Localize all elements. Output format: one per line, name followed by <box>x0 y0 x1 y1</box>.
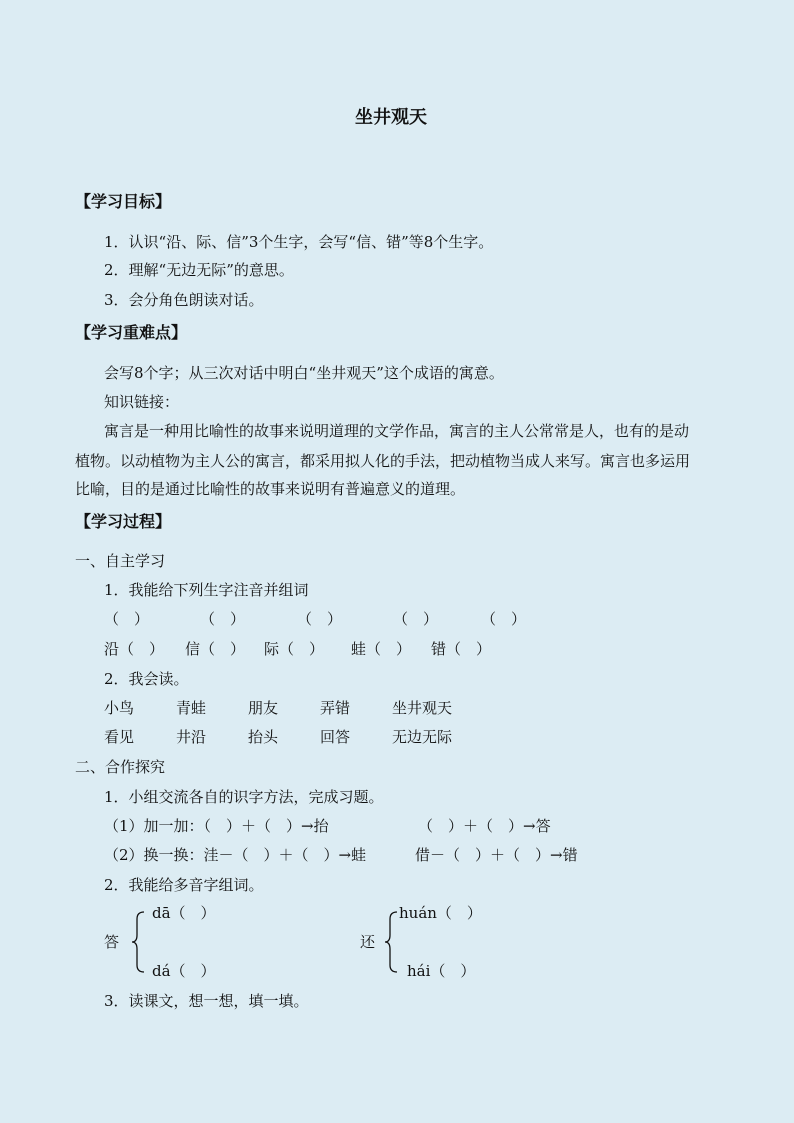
page-title: 坐井观天 <box>355 107 427 128</box>
polyphone-reading[interactable]: dā（ ） <box>152 904 216 922</box>
key-points-heading: 【学习重难点】 <box>75 323 188 342</box>
reading-word: 青蛙 <box>176 699 207 717</box>
goal-item: 3．会分角色朗读对话。 <box>104 291 264 309</box>
section2-q2: 2．我能给多音字组词。 <box>104 876 264 894</box>
fable-paragraph-line: 比喻，目的是通过比喻性的故事来说明有普遍意义的道理。 <box>75 480 466 498</box>
goals-heading: 【学习目标】 <box>75 192 172 211</box>
goal-item: 2．理解“无边无际”的意思。 <box>104 261 294 279</box>
brace-icon <box>131 911 145 973</box>
reading-word: 无边无际 <box>392 728 453 746</box>
reading-word: 小鸟 <box>104 699 135 717</box>
pinyin-blank[interactable]: （ ） <box>297 610 343 628</box>
reading-word: 朋友 <box>248 699 279 717</box>
reading-word: 回答 <box>320 728 351 746</box>
char-word-blank[interactable]: 错（ ） <box>431 640 492 658</box>
polyphone-reading[interactable]: huán（ ） <box>399 904 482 922</box>
section2-title: 二、合作探究 <box>75 758 166 776</box>
add-exercise[interactable]: （ ）＋（ ）→答 <box>418 817 551 835</box>
polyphone-reading[interactable]: hái（ ） <box>407 962 476 980</box>
polyphone-char: 还 <box>360 933 376 951</box>
swap-exercise[interactable]: 借－（ ）＋（ ）→错 <box>415 846 578 864</box>
polyphone-reading[interactable]: dá（ ） <box>152 962 216 980</box>
section2-q3: 3．读课文，想一想，填一填。 <box>104 992 309 1010</box>
section1-q2: 2．我会读。 <box>104 670 189 688</box>
section1-q1: 1．我能给下列生字注音并组词 <box>104 581 309 599</box>
knowledge-link-label: 知识链接： <box>104 393 180 411</box>
pinyin-blank[interactable]: （ ） <box>104 610 150 628</box>
brace-icon <box>384 911 398 973</box>
pinyin-blank[interactable]: （ ） <box>393 610 439 628</box>
pinyin-blank[interactable]: （ ） <box>481 610 527 628</box>
char-word-blank[interactable]: 际（ ） <box>264 640 325 658</box>
reading-word: 井沿 <box>176 728 207 746</box>
fable-paragraph-line: 寓言是一种用比喻性的故事来说明道理的文学作品，寓言的主人公常常是人，也有的是动 <box>104 422 690 440</box>
reading-word: 看见 <box>104 728 135 746</box>
goal-item: 1．认识“沿、际、信”3个生字，会写“信、错”等8个生字。 <box>104 233 494 251</box>
pinyin-blank[interactable]: （ ） <box>200 610 246 628</box>
add-exercise[interactable]: （1）加一加：（ ）＋（ ）→抬 <box>104 817 329 835</box>
reading-word: 弄错 <box>320 699 351 717</box>
char-word-blank[interactable]: 沿（ ） <box>104 640 165 658</box>
section2-q1: 1．小组交流各自的识字方法，完成习题。 <box>104 788 384 806</box>
swap-exercise[interactable]: （2）换一换：洼－（ ）＋（ ）→蛙 <box>104 846 367 864</box>
char-word-blank[interactable]: 蛙（ ） <box>351 640 412 658</box>
char-word-blank[interactable]: 信（ ） <box>185 640 246 658</box>
section1-title: 一、自主学习 <box>75 552 166 570</box>
reading-word: 抬头 <box>248 728 279 746</box>
process-heading: 【学习过程】 <box>75 512 172 531</box>
key-points-text: 会写8个字；从三次对话中明白“坐井观天”这个成语的寓意。 <box>104 364 504 382</box>
polyphone-char: 答 <box>104 933 120 951</box>
reading-word: 坐井观天 <box>392 699 453 717</box>
fable-paragraph-line: 植物。以动植物为主人公的寓言，都采用拟人化的手法，把动植物当成人来写。寓言也多运用 <box>75 452 691 470</box>
